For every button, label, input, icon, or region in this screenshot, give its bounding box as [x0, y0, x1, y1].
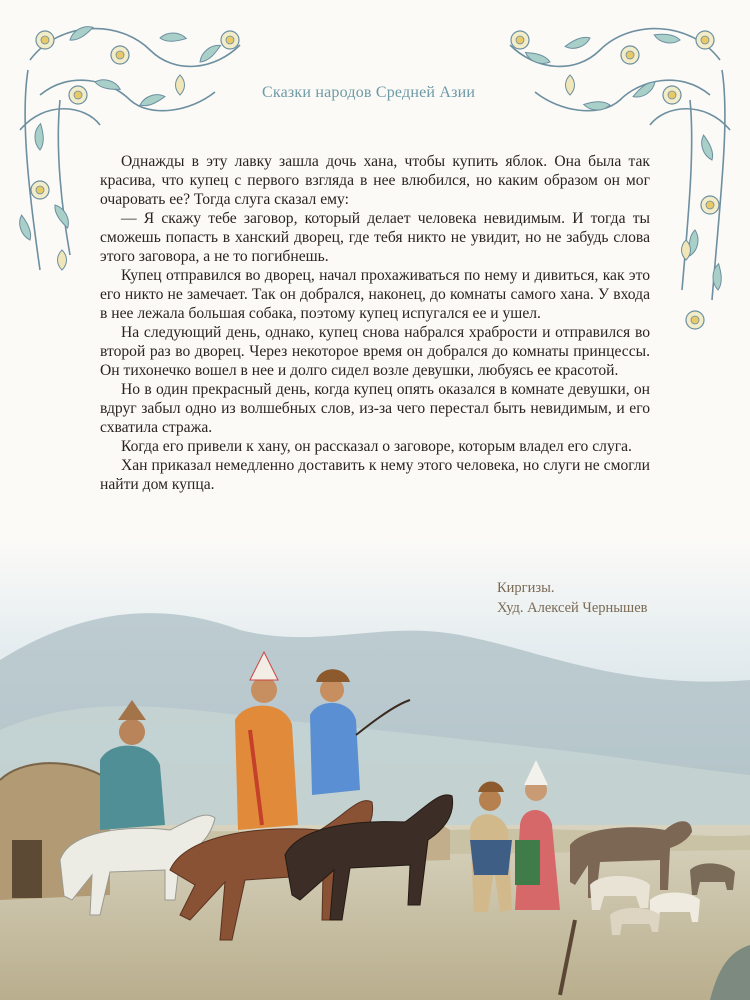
- paragraph: Однажды в эту лавку зашла дочь хана, чтобы купить яблок. Она была так красива, что купец с первого взгляда в нее влюбился, но каким образом он мог очаровать ее? Тогда слуга сказал ему:: [100, 153, 650, 208]
- caption-line: Худ. Алексей Чернышев: [497, 600, 648, 616]
- caption-line: Киргизы.: [497, 580, 555, 596]
- illustration-caption: [497, 578, 647, 618]
- paragraph: На следующий день, однако, купец снова набрался храбрости и отправился во второй раз во дворец. Через некоторое время он добрался до комнаты принцессы. Он тихонечко вошел в нее и долго сидел возле девушки, любуясь ее красотой.: [100, 324, 650, 379]
- running-head: Сказки народов Средней Азии: [262, 84, 476, 101]
- story-text: [100, 152, 650, 494]
- paragraph: Но в один прекрасный день, когда купец опять оказался в комнате девушки, он вдруг забыл одно из волшебных слов, из-за чего перестал быть невидимым, и его схватила стража.: [100, 381, 650, 436]
- paragraph: Купец отправился во дворец, начал прохаживаться по нему и дивиться, как это его никто не замечает. Так он добрался, наконец, до комнаты самого хана. У входа в нее лежала большая собака, поэтому купец испугался ее и ушел.: [100, 267, 650, 322]
- paragraph: — Я скажу тебе заговор, который делает человека невидимым. И тогда ты сможешь попасть в ханский дворец, где тебя никто не увидит, но не забудь слова этого заговора, а не то погибнешь.: [100, 210, 650, 265]
- paragraph: Когда его привели к хану, он рассказал о заговоре, которым владел его слуга.: [121, 438, 632, 455]
- paragraph: Хан приказал немедленно доставить к нему этого человека, но слуги не смогли найти дом купца.: [100, 457, 650, 493]
